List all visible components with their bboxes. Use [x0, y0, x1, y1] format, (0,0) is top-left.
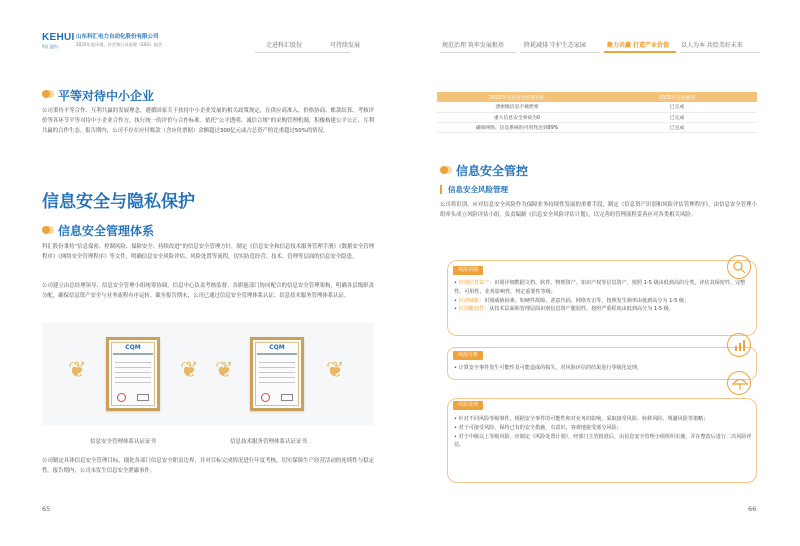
- infosec-goals-table: [437, 92, 757, 133]
- table-cell: 重大信息安全事故为0: [437, 112, 597, 122]
- list-item: • 对于可接受风险，保持已有的安全措施，有意识、客观地接受部分风险；: [454, 424, 622, 431]
- list-item: • 计算安全事件发生可能性及可能造成的损失，对风险评估的结果进行等级化处理。: [454, 365, 643, 371]
- box-content: [454, 279, 754, 314]
- table-cell: 已完成: [597, 102, 757, 112]
- table-row: [437, 122, 757, 132]
- subsection-title: 信息安全风险管理: [448, 185, 508, 194]
- page-number-right: 66: [748, 505, 757, 513]
- box-content: [454, 415, 754, 450]
- logo-sub: 科汇股份: [42, 44, 58, 49]
- nav-item-environment[interactable]: 降耗减排 守护生态家园: [524, 42, 586, 49]
- nav-item-value[interactable]: 聚力共赢 打造产业价值: [607, 42, 670, 49]
- section-bullet-icon: [42, 90, 56, 98]
- certificate-logo: CQM: [125, 344, 141, 351]
- laurel-icon: ❦: [180, 358, 199, 383]
- report-name: 2025年度环境、社会和公司治理（ESG）报告: [76, 42, 163, 47]
- nav-underline-active: [604, 51, 676, 53]
- item-text: 识别详细数据文档、软件、物理资产、知识产权等信息资产，按照 1-5 级由低到高的分类，评估其保密性、完整性、可用性、业务影响性，判定重要性等级；: [454, 280, 746, 295]
- risk-intro-paragraph: 公司将识别、应对信息安全风险作为保障业务持续性发展的重要手段，制定《信息资产识别和风险评估管理程序》，由信息安全管理小组牵头成立风险评估小组，负责编制《信息安全风险评估计划》，以完善的管理流程妥善应对各类相关风险。: [440, 202, 757, 218]
- nav-item-about[interactable]: 走进科汇股份: [266, 42, 303, 49]
- infosec-paragraph-3: 公司制定具体信息安全管理目标，细化各部门信息安全职责边界，并对目标完成情况进行年度考核，切实保障生产经营活动的连续性与稳定性。报告期内，公司未发生信息安全泄露事件。: [42, 458, 374, 474]
- infosec-paragraph-2: 公司建立由总经理领导、信息安全管理小组统筹协调、信息中心负责考核监督、各职能部门协同配合的信息安全管理架构，明确各层级职责分配，确保信息资产安全与业务流程有序运转。截至报告期末，公司已通过信息安全管理体系认证、信息技术服务管理体系认证。: [42, 283, 374, 299]
- laurel-icon: ❦: [68, 358, 87, 383]
- page-number-left: 65: [42, 505, 51, 513]
- certificate-image: [106, 337, 160, 411]
- list-item: • 针对不同风险等级事件，根据安全事件的可能性和对业务的影响，采取接受风险、转移风险、规避风险等策略；: [454, 416, 709, 422]
- section-bullet-icon: [440, 166, 454, 174]
- item-text: 计算安全事件发生可能性及可能造成的损失，对风险评估的结果进行等级化处理。: [458, 365, 643, 371]
- nav-item-governance[interactable]: 规范治理 筑牢发展根基: [442, 42, 504, 49]
- table-header-row: [437, 92, 757, 102]
- nav-item-people[interactable]: 以人为本 共绘美好未来: [681, 42, 743, 49]
- box-content: [454, 364, 714, 373]
- section-title-infosec-control: 信息安全管控: [456, 164, 529, 178]
- certificate-caption: 信息安全管理体系认证证书: [90, 439, 157, 445]
- subsection-marker: [440, 185, 442, 194]
- table-cell: 泄密级信息不被泄密: [437, 102, 597, 112]
- section-bullet-icon: [42, 226, 56, 234]
- certificate-caption: 信息技术服务管理体系认证证书: [230, 439, 308, 445]
- box-tag: 风险识别: [453, 266, 483, 275]
- logo-mark: KEHUI: [42, 32, 75, 43]
- list-item: • 识别脆弱性：从技术层面和管理层面识别信息资产脆弱性，按照严重程度由低到高分为 1-5 级。: [454, 306, 674, 313]
- company-name: 山东科汇电力自动化股份有限公司: [76, 34, 159, 40]
- list-item: • 对于中级以上等级风险，应制定《风险处置计划》，经部门主管批准后，由信息安全管理小组组织实施，并在整改后进行二次风险评估。: [454, 433, 752, 449]
- nav-underline: [255, 52, 350, 53]
- nav-underline: [520, 52, 600, 53]
- item-label: 识别脆弱性：: [458, 306, 490, 313]
- box-tag: 风险分析: [453, 351, 483, 360]
- table-row: [437, 112, 757, 122]
- umbrella-icon: [727, 371, 751, 395]
- item-text: 识别威胁因素，如硬件故障、恶意代码、网络攻击等，按照发生频率由低到高分为 1-5 级；: [484, 297, 690, 304]
- item-label: 识别信息资产：: [458, 280, 495, 286]
- seal-icon: [117, 393, 126, 402]
- laurel-icon: ❦: [215, 358, 234, 383]
- section-title-infosec-system: 信息安全管理体系: [58, 224, 155, 238]
- list-item: • 识别威胁：识别威胁因素，如硬件故障、恶意代码、网络攻击等，按照发生频率由低到高分为 1-5 级；: [454, 297, 690, 304]
- section-title-sme: 平等对待中小企业: [58, 89, 155, 103]
- company-logo: [42, 32, 75, 52]
- report-header: [0, 0, 800, 58]
- certificate-logo: CQM: [269, 344, 285, 351]
- seal-icon: [261, 393, 270, 402]
- sme-paragraph: 公司秉持平等合作、互利共赢的发展理念，遵循国家关于扶持中小企业发展的相关政策规定，在供应商准入、价格协商、账款结算、考核评价等各环节平等对待中小企业合作方，执行统一的评价与合作标准。依托“公平透明、诚信合规”的采购管理机制，积极构建公平公正、互利共赢的合作生态。报告期内，公司不存在应付账款（含应付票据）余额超过300亿元或占总资产的比重超过50%的情况。: [42, 108, 374, 134]
- table-cell: 确保网络、信息系统的可用性达到99%: [437, 122, 597, 132]
- item-text: 对于可接受风险，保持已有的安全措施，有意识、客观地接受部分风险；: [458, 424, 622, 431]
- table-header: 2025年信息安全管理目标: [437, 92, 597, 102]
- nav-item-sustainability[interactable]: 可持续发展: [330, 42, 361, 49]
- nav-underline: [680, 52, 760, 53]
- infosec-paragraph-1: 科汇股份秉持“信息保密、控制风险、保障安全、持续改进”的信息安全管理方针，制定《信息安全和信息技术服务管理手册》《数据安全管理程序》《网络安全管理程序》等文件，明确信息安全风险评估、风险处置等流程，切实防范经营、技术、管理等层面的信息安全隐患。: [42, 244, 374, 260]
- certificate-panel: [42, 323, 374, 425]
- table-header: 2025年完成情况: [597, 92, 757, 102]
- box-tag: 风险处理: [453, 401, 483, 410]
- nav-underline: [440, 52, 516, 53]
- item-text: 针对不同风险等级事件，根据安全事件的可能性和对业务的影响，采取接受风险、转移风险、规避风险等策略；: [458, 416, 709, 422]
- item-text: 对于中级以上等级风险，应制定《风险处置计划》，经部门主管批准后，由信息安全管理小组组织实施，并在整改后进行二次风险评估。: [454, 433, 752, 449]
- search-icon: [727, 255, 751, 279]
- certificate-image: [250, 337, 304, 411]
- laurel-icon: ❦: [326, 358, 345, 383]
- table-row: [437, 102, 757, 112]
- table-cell: 已完成: [597, 112, 757, 122]
- chart-icon: [727, 333, 751, 357]
- big-title-infosec: 信息安全与隐私保护: [42, 192, 195, 212]
- company-info: [76, 32, 162, 48]
- item-label: 识别威胁：: [458, 297, 485, 304]
- table-cell: 已完成: [597, 122, 757, 132]
- item-text: 从技术层面和管理层面识别信息资产脆弱性，按照严重程度由低到高分为 1-5 级。: [489, 306, 674, 313]
- list-item: • 识别信息资产：识别详细数据文档、软件、物理资产、知识产权等信息资产，按照 1-5 级由低到高的分类，评估其保密性、完整性、可用性、业务影响性，判定重要性等级；: [454, 280, 746, 295]
